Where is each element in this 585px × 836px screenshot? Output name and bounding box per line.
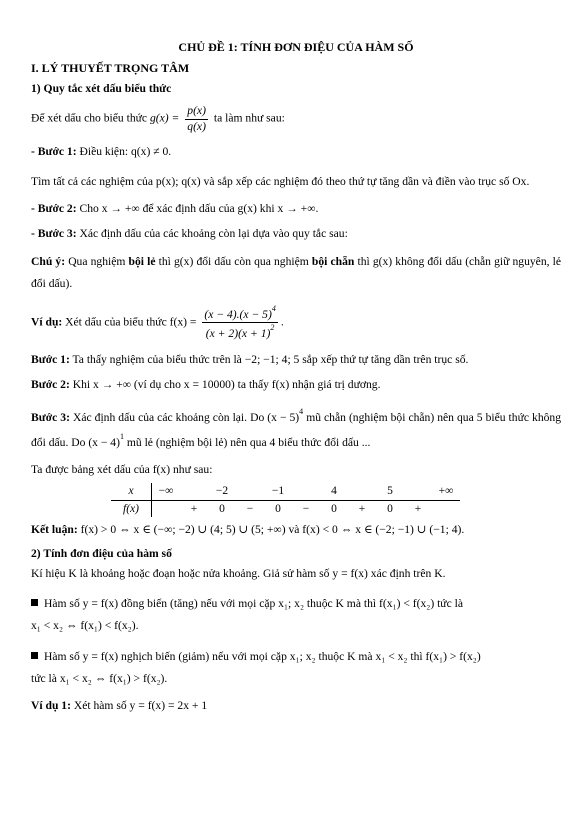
step-2: - Bước 2: Cho x → +∞ để xác định dấu của g(x) khi x → +∞. [31, 201, 319, 215]
example-step-2: Bước 2: Khi x → +∞ (ví dụ cho x = 10000) ta thấy f(x) nhận giá trị dương. [31, 378, 381, 392]
increasing-definition: Hàm số y = f(x) đồng biến (tăng) nếu với mọi cặp x₁; x₂ thuộc K mà thì f(x₁) < f(x₂) tức là x₁ < x₂ ⇔ f(x₁) < f(x₂). [31, 596, 463, 632]
conclusion: Kết luận: f(x) > 0 ⇔ x ∈ (−∞; −2) ∪ (4; 5) ∪ (5; +∞) và f(x) < 0 ⇔ x ∈ (−2; −1) ∪ (−1; 4). [31, 523, 465, 537]
example-step-3: Bước 3: Xác định dấu của các khoảng còn lại. Do $(x - 5)^4$ mũ chẵn (nghiệm bội chẵn) nên qua 5 biểu thức không đổi dấu. Do $(x - 4)^1$ mũ lẻ (nghiệm bội lẻ) nên qua 4 biểu thức đổi dấu ... [31, 406, 562, 449]
square-bullet-icon [31, 652, 38, 659]
k-definition: Kí hiệu K là khoảng hoặc đoạn hoặc nửa khoảng. Giả sử hàm số y = f(x) xác định trên K. [31, 567, 446, 581]
table-intro: Ta được bảng xét dấu của f(x) như sau: [31, 462, 213, 476]
decreasing-definition: Hàm số y = f(x) nghịch biến (giảm) nếu với mọi cặp x₁; x₂ thuộc K mà x₁ < x₂ thì f(x₁) > f(x₂) tức là x₁ < x₂ ⇔ f(x₁) > f(x₂). [31, 649, 481, 685]
example-step-1: Bước 1: Ta thấy nghiệm của biểu thức trên là −2; −1; 4; 5 sắp xếp thứ tự tăng dần trên trục số. [31, 352, 469, 366]
note-paragraph: Chú ý: Qua nghiệm bội lẻ thì g(x) đổi dấu còn qua nghiệm bội chẵn thì g(x) không đổi dấu (chẵn giữ nguyên, lẻ đổi dấu). [31, 254, 562, 290]
step-3: - Bước 3: Xác định dấu của các khoảng còn lại dựa vào quy tắc sau: [31, 227, 348, 241]
step-1: - Bước 1: Điều kiện: q(x) ≠ 0. [31, 145, 172, 159]
sign-table [111, 483, 460, 517]
fraction: $\frac{(x - 4).(x - 5)^4}{(x + 2)(x + 1)^2}$ [204, 303, 276, 341]
document-page [31, 40, 561, 713]
fraction: $\frac{p(x)}{q(x)}$ [187, 104, 206, 133]
table-row: f(x) + 0 − 0 − 0 + 0 + [111, 500, 460, 517]
subsection-heading: 1) Quy tắc xét dấu biểu thức [31, 82, 172, 95]
table-row: x −∞ −2 −1 4 5 +∞ [111, 483, 460, 500]
step-1-detail: Tìm tất cả các nghiệm của p(x); q(x) và sắp xếp các nghiệm đó theo thứ tự tăng dần và điền vào trục số Ox. [31, 174, 530, 188]
intro-paragraph: Để xét dấu cho biểu thức g(x) = $\frac{p(x)}{q(x)}$ ta làm như sau: [31, 104, 285, 133]
square-bullet-icon [31, 599, 38, 606]
example-paragraph: Ví dụ: Xét dấu của biểu thức f(x) = $\frac{(x - 4).(x - 5)^4}{(x + 2)(x + 1)^2}$ . [31, 303, 284, 341]
page-title: CHỦ ĐỀ 1: TÍNH ĐƠN ĐIỆU CỦA HÀM SỐ [178, 40, 414, 54]
example-1: Ví dụ 1: Xét hàm số y = f(x) = 2x + 1 [31, 698, 208, 712]
section-heading: I. LÝ THUYẾT TRỌNG TÂM [31, 61, 190, 75]
subsection-heading: 2) Tính đơn điệu của hàm số [31, 546, 172, 560]
